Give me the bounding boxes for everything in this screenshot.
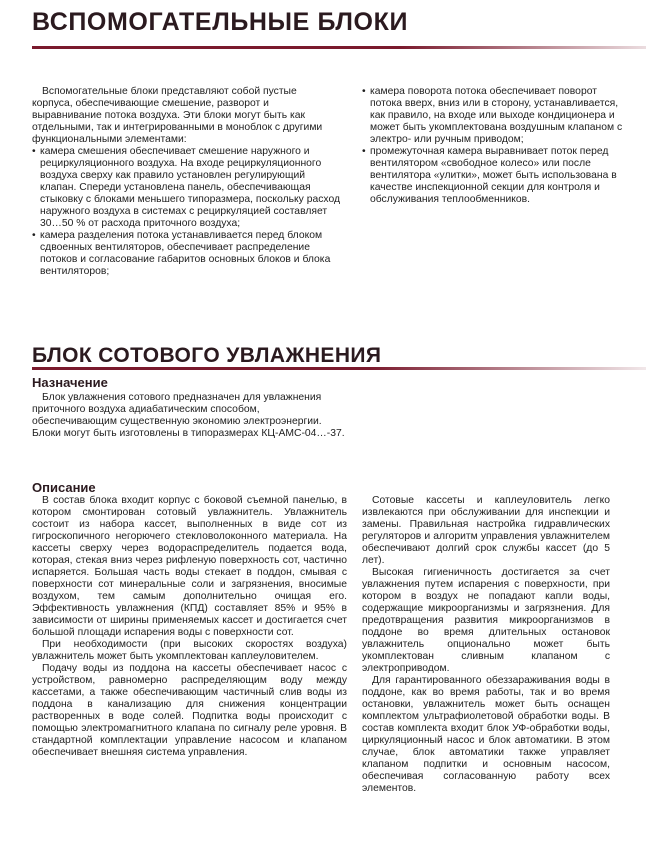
desc-right-column: [362, 495, 610, 795]
list-item: • промежуточная камера выравнивает поток перед вентилятором «свободное колесо» или после вентилятора «улитки», может быть использована в качестве инспекционной секции для контроля и обслуживания теплообменников.: [362, 146, 624, 206]
list-item: • камера смешения обеспечивает смешение наружного и рециркуляционного воздуха. На входе рециркуляционного воздуха сверху как правило установлен регулирующий клапан. Спереди установлена панель, обеспечивающая стыковку с блоками меньшего типоразмера, поскольку расход наружного воздуха в системах с рециркуляцией составляет 30…50 % от расхода приточного воздуха;: [32, 146, 340, 230]
section-title: БЛОК СОТОВОГО УВЛАЖНЕНИЯ: [32, 344, 382, 367]
paragraph: При необходимости (при высоких скоростях воздуха) увлажнитель может быть укомплектован каплеуловителем.: [32, 639, 347, 662]
aux-intro: Вспомогательные блоки представляют собой пустые корпуса, обеспечивающие смешение, разворот и выравнивание потока воздуха. Эти блоки могут быть как отдельными, так и интегрированными в моноблок с другими функциональными элементами:: [32, 86, 323, 145]
aux-right-column: [362, 86, 624, 206]
desc-left-column: [32, 495, 347, 759]
list-item: • камера поворота потока обеспечивает поворот потока вверх, вниз или в сторону, устанавливается, как правило, на входе или выходе кондиционера и может быть укомплектована воздушным клапаном с электро- или ручным приводом;: [362, 86, 624, 146]
title-underline: [32, 46, 646, 49]
paragraph: Для гарантированного обеззараживания воды в поддоне, как во время работы, так и во время остановки, увлажнитель может быть оснащен комплектом ультрафиолетовой обработки воды. В состав комплекта входит блок УФ-обработки воды, циркуляционный насос и блок автоматики. В этом случае, блок автоматики также управляет клапаном подпитки и основным насосом, обеспечивая согласованную работу всех элементов.: [362, 675, 610, 794]
list-item: • камера разделения потока устанавливается перед блоком сдвоенных вентиляторов, обеспечивает распределение потоков и согласование габаритов основных блоков и блока вентиляторов;: [32, 230, 340, 278]
page-title: ВСПОМОГАТЕЛЬНЫЕ БЛОКИ: [32, 8, 409, 36]
paragraph: Высокая гигиеничность достигается за счет увлажнения путем испарения с поверхности, при котором в воздух не попадают капли воды, содержащие микроорганизмы и загрязнения. Для предотвращения развития микроорганизмов в поддоне во время длительных остановок увлажнитель опционально может быть укомплектован сливным клапаном с электроприводом.: [362, 567, 610, 674]
paragraph: Подачу воды из поддона на кассеты обеспечивает насос с устройством, равномерно распределяющим воду между кассетами, а также обеспечивающим частичный слив воды из поддона в канализацию для снижения концентрации растворенных в воде солей. Подпитка воды происходит с помощью электромагнитного клапана по сигналу реле уровня. В стандартной комплектации управление насосом и клапаном обеспечивает внешняя система управления.: [32, 663, 347, 758]
section-underline: [32, 367, 646, 370]
description-heading: Описание: [32, 480, 96, 495]
purpose-text: [32, 392, 346, 440]
paragraph: В состав блока входит корпус с боковой съемной панелью, в котором смонтирован сотовый увлажнитель. Увлажнитель состоит из набора кассет, выполненных в виде сот из гигроскопичного негорючего стекловолоконного материала. На кассеты сверху через водораспределитель подается вода, которая, стекая вниз через рифленую поверхность сот, частично испаряется. Большая часть воды стекает в поддон, смывая с поверхности сот минеральные соли и загрязнения, вносимые воздухом, тем самым дополнительно очищая его. Эффективность увлажнения (КПД) составляет 85% и 95% в зависимости от ширины применяемых кассет и достигается счет большой площади испарения воды с поверхности сот.: [32, 495, 347, 638]
aux-left-column: [32, 86, 340, 278]
paragraph: Сотовые кассеты и каплеуловитель легко извлекаются при обслуживании для инспекции и замены. Правильная настройка гидравлических регуляторов и алгоритм управления увлажнителем обеспечивают долгий срок службы кассет (до 5 лет).: [362, 495, 610, 566]
purpose-heading: Назначение: [32, 375, 108, 390]
purpose-paragraph: Блок увлажнения сотового предназначен для увлажнения приточного воздуха адиабатическим способом, обеспечивающим существенную экономию электроэнергии. Блоки могут быть изготовлены в типоразмерах КЦ-АМС-04…-37.: [32, 392, 345, 439]
